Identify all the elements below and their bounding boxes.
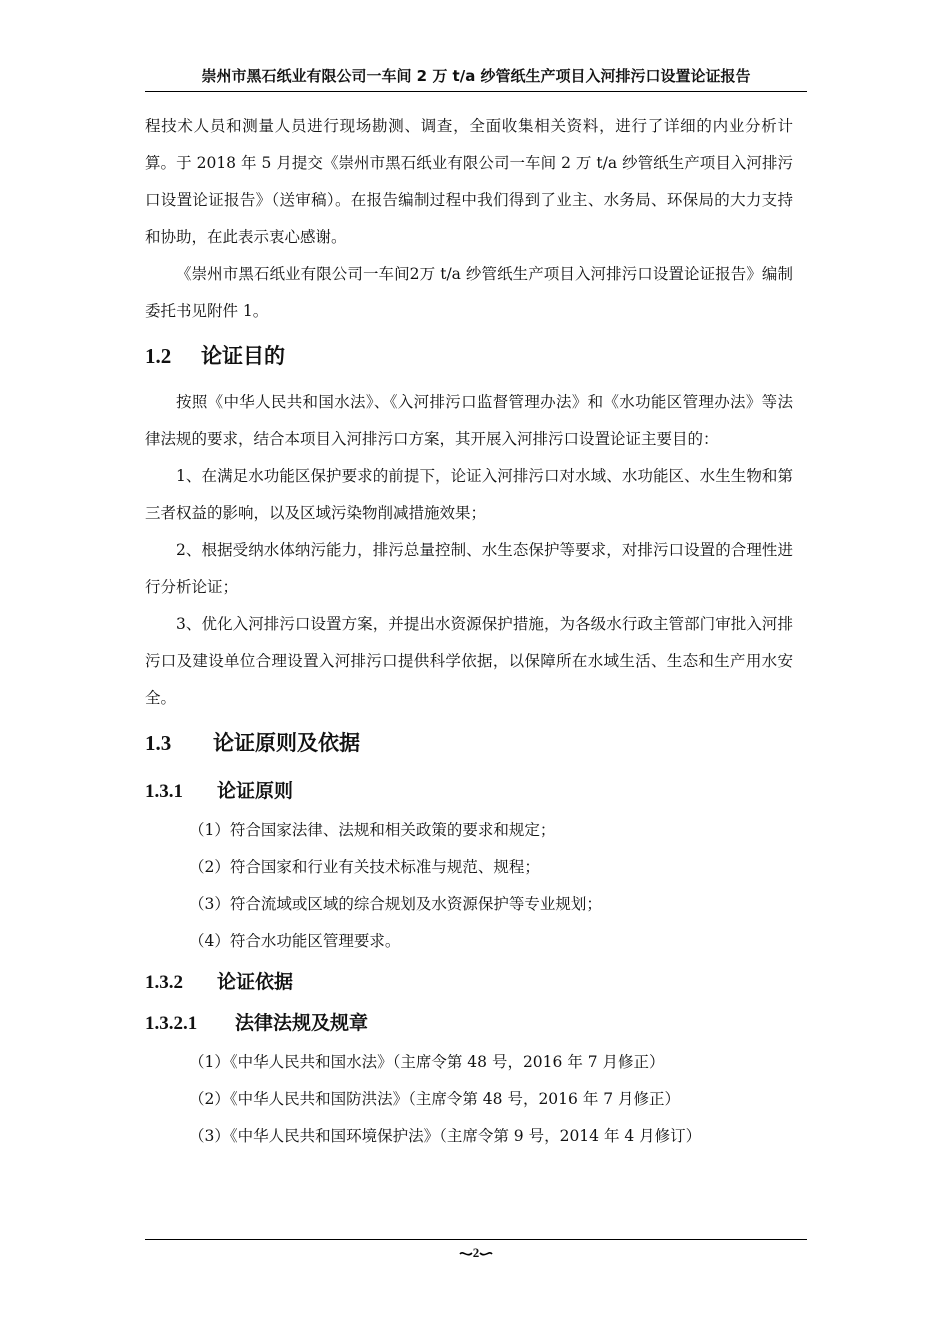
section-title: 论证原则及依据 <box>213 731 360 755</box>
body-paragraph: 按照《中华人民共和国水法》、《入河排污口监督管理办法》和《水功能区管理办法》等法律法规的要求，结合本项目入河排污口方案，其开展入河排污口设置论证主要目的： <box>145 393 793 448</box>
list-item: （1）符合国家法律、法规和相关政策的要求和规定； <box>189 821 556 839</box>
body-paragraph: 2、根据受纳水体纳污能力，排污总量控制、水生态保护等要求，对排污口设置的合理性进行分析论证； <box>145 541 793 596</box>
subsection-number: 1.3.1 <box>145 781 183 802</box>
right-ornament-icon <box>479 1250 493 1258</box>
subsection-heading-1-3-2 <box>145 962 793 1003</box>
section-heading-1-2 <box>145 334 793 378</box>
subsubsection-title: 法律法规及规章 <box>235 1012 369 1034</box>
section-title: 论证目的 <box>201 344 285 368</box>
list-item: （3）《中华人民共和国环境保护法》（主席令第 9 号，2014 年 4 月修订） <box>189 1127 702 1145</box>
page-number <box>450 1245 502 1261</box>
left-ornament-icon <box>459 1250 473 1258</box>
body-paragraph: 1、在满足水功能区保护要求的前提下，论证入河排污口对水域、水功能区、水生生物和第三者权益的影响，以及区域污染物削减措施效果； <box>145 467 793 522</box>
intro-paragraph: 《崇州市黑石纸业有限公司一车间2万 t/a 纱管纸生产项目入河排污口设置论证报告》编制委托书见附件 1。 <box>145 265 793 320</box>
footer-rule <box>145 1239 807 1240</box>
body-paragraph: 3、优化入河排污口设置方案，并提出水资源保护措施，为各级水行政主管部门审批入河排污口及建设单位合理设置入河排污口提供科学依据，以保障所在水域生活、生态和生产用水安全。 <box>145 615 793 707</box>
running-header: 崇州市黑石纸业有限公司一车间 2 万 t/a 纱管纸生产项目入河排污口设置论证报告 <box>201 67 751 85</box>
page-number-text: 2 <box>472 1245 480 1260</box>
section-heading-1-3 <box>145 721 793 765</box>
list-item: （2）符合国家和行业有关技术标准与规范、规程； <box>189 858 540 876</box>
subsection-number: 1.3.2 <box>145 972 183 993</box>
list-item: （4）符合水功能区管理要求。 <box>189 932 401 950</box>
subsubsection-heading-1-3-2-1 <box>145 1003 793 1044</box>
subsection-title: 论证原则 <box>217 780 294 802</box>
list-item: （2）《中华人民共和国防洪法》（主席令第 48 号，2016 年 7 月修正） <box>189 1090 681 1108</box>
subsubsection-number: 1.3.2.1 <box>145 1013 198 1034</box>
list-item: （3）符合流域或区域的综合规划及水资源保护等专业规划； <box>189 895 602 913</box>
section-number: 1.3 <box>145 731 172 755</box>
subsection-heading-1-3-1 <box>145 771 793 812</box>
intro-paragraph: 程技术人员和测量人员进行现场勘测、调查，全面收集相关资料，进行了详细的内业分析计算。于 2018 年 5 月提交《崇州市黑石纸业有限公司一车间 2 万 t/a 纱管纸生产项目入河排污口设置论证报告》（送审稿）。在报告编制过程中我们得到了业主、水务局、环保局的大力支持和协助，在此表示衷心感谢。 <box>145 117 793 246</box>
list-item: （1）《中华人民共和国水法》（主席令第 48 号，2016 年 7 月修正） <box>189 1053 665 1071</box>
section-number: 1.2 <box>145 344 172 368</box>
subsection-title: 论证依据 <box>217 971 294 993</box>
page-body <box>145 108 793 1155</box>
header-rule <box>145 91 807 92</box>
